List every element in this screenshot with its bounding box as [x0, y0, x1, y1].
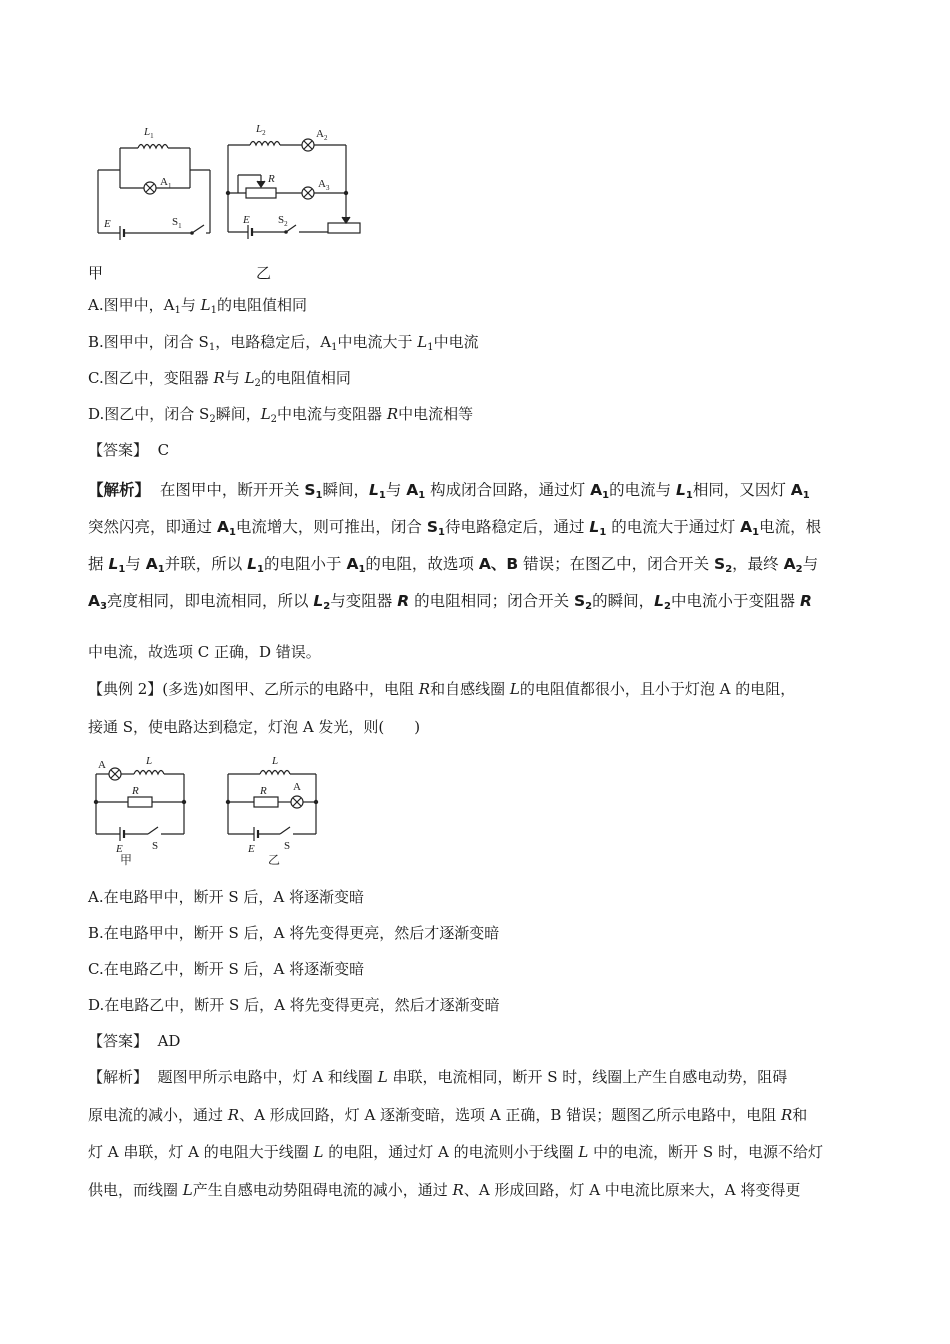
q1-option-c: C.图乙中，变阻器 R与 $L_2$的电阻值相同 — [88, 369, 351, 389]
fig2-caption-jia: 甲 — [120, 853, 133, 867]
caption-yi: 乙 — [256, 264, 272, 282]
label-E2: E — [243, 214, 250, 226]
q1-answer: 【答案】 C — [88, 441, 170, 459]
q2-option-c: C.在电路乙中，断开 S 后，A 将逐渐变暗 — [88, 960, 365, 978]
fig2-label-E-yi: E — [248, 843, 255, 855]
circuit-figure-2 — [88, 752, 338, 870]
q1-option-b: B.图甲中，闭合 $S_1$，电路稳定后，$A_1$中电流大于 $L_1$中电流 — [88, 333, 479, 353]
fig2-label-S-jia: S — [152, 840, 159, 852]
label-L1: $L_1$ — [144, 126, 154, 140]
label-R: R — [268, 173, 275, 185]
fig2-label-E-jia: E — [116, 843, 123, 855]
q2-option-a: A.在电路甲中，断开 S 后，A 将逐渐变暗 — [88, 888, 365, 906]
label-S2: $S_2$ — [278, 214, 288, 228]
q2-answer: 【答案】 AD — [88, 1032, 181, 1050]
fig2-label-R-jia: R — [132, 785, 139, 797]
q2-analysis-line-1: 【解析】 题图甲所示电路中，灯 A 和线圈 L 串联，电流相同，断开 S 时，线圈上产生自感电动势，阻碍 — [88, 1068, 788, 1086]
label-A2: $A_2$ — [316, 128, 328, 142]
label-A3: $A_3$ — [318, 178, 330, 192]
circuit-figure-1 — [80, 115, 380, 245]
q1-option-a: A.图甲中，$A_1$与 $L_1$的电阻值相同 — [88, 296, 307, 316]
q2-option-b: B.在电路甲中，断开 S 后，A 将先变得更亮，然后才逐渐变暗 — [88, 924, 500, 942]
fig2-label-A-yi: A — [293, 781, 301, 793]
q1-analysis-line-4: $A_3$亮度相同，即电流相同，所以 $L_2$与变阻器 R 的电阻相同；闭合开关 $S_2$的瞬间，$L_2$中电流小于变阻器 R — [88, 592, 812, 612]
q1-option-d: D.图乙中，闭合 $S_2$瞬间，$L_2$中电流与变阻器 R中电流相等 — [88, 405, 474, 425]
q1-analysis-line-1: 【解析】 在图甲中，断开开关 $S_1$瞬间，$L_1$与 $A_1$ 构成闭合回路，通过灯 $A_1$的电流与 $L_1$相同，又因灯 $A_1$ — [88, 481, 810, 501]
q1-analysis-line-3: 据 $L_1$与 $A_1$并联，所以 $L_1$的电阻小于 $A_1$的电阻，故选项 A、B 错误；在图乙中，闭合开关 $S_2$，最终 $A_2$与 — [88, 555, 819, 575]
fig2-caption-yi: 乙 — [268, 853, 281, 867]
q2-analysis-line-2: 原电流的减小，通过 R、A 形成回路，灯 A 逐渐变暗，选项 A 正确，B 错误；题图乙所示电路中，电阻 R和 — [88, 1106, 808, 1124]
fig2-label-R-yi: R — [260, 785, 267, 797]
fig2-label-L-yi: L — [272, 755, 279, 767]
q1-analysis-line-2: 突然闪亮，即通过 $A_1$电流增大，则可推出，闭合 $S_1$待电路稳定后，通过 $L_1$ 的电流大于通过灯 $A_1$电流，根 — [88, 518, 822, 538]
label-S1: $S_1$ — [172, 216, 182, 230]
fig2-label-S-yi: S — [284, 840, 291, 852]
q2-header: 【典例 2】(多选)如图甲、乙所示的电路中，电阻 R和自感线圈 L的电阻值都很小，且小于灯泡 A 的电阻， — [88, 680, 796, 698]
caption-jia: 甲 — [88, 264, 104, 282]
label-E1: E — [104, 218, 111, 230]
q1-analysis-line-5: 中电流，故选项 C 正确，D 错误。 — [88, 643, 321, 661]
q2-option-d: D.在电路乙中，断开 S 后，A 将先变得更亮，然后才逐渐变暗 — [88, 996, 500, 1014]
q2-analysis-line-4: 供电，而线圈 L产生自感电动势阻碍电流的减小，通过 R、A 形成回路，灯 A 中电流比原来大，A 将变得更 — [88, 1181, 801, 1199]
q2-analysis-line-3: 灯 A 串联，灯 A 的电阻大于线圈 L 的电阻，通过灯 A 的电流则小于线圈 L 中的电流，断开 S 时，电源不给灯 — [88, 1143, 823, 1161]
fig2-label-L-jia: L — [146, 755, 153, 767]
fig2-label-A-jia: A — [98, 759, 106, 771]
label-A1: $A_1$ — [160, 176, 172, 190]
q2-header-2: 接通 S，使电路达到稳定，灯泡 A 发光，则( ) — [88, 718, 421, 736]
label-L2: $L_2$ — [256, 123, 266, 137]
